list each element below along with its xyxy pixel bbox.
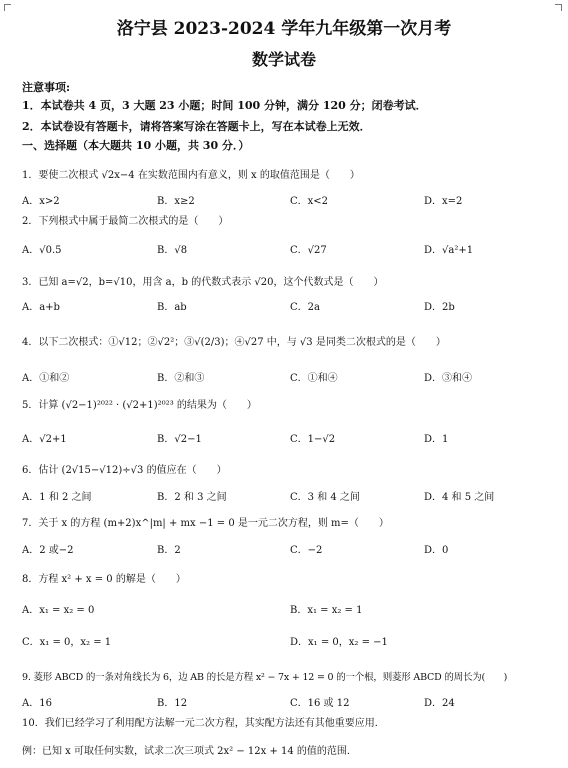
question-1-stem: 1．要使二次根式 √2x−4 在实数范围内有意义，则 x 的取值范围是（ ） [22, 170, 360, 181]
question-8-stem: 8．方程 x² + x = 0 的解是（ ） [22, 574, 186, 585]
note-item-1: 1．本试卷共 4 页，3 大题 23 小题；时间 100 分钟，满分 120 分；闭卷考试． [22, 99, 427, 112]
question-6-option-a: A．1 和 2 之间 [22, 492, 92, 503]
question-7-stem: 7．关于 x 的方程 (m+2)x^|m| + mx −1 = 0 是一元二次方程，则 m=（ ） [22, 518, 389, 529]
question-7-option-b: B．2 [157, 545, 181, 556]
question-5-option-c: C．1−√2 [290, 434, 336, 445]
question-4-option-a: A．①和② [22, 373, 70, 384]
question-10-stem: 10．我们已经学习了利用配方法解一元二次方程，其实配方法还有其他重要应用． [22, 718, 385, 729]
question-1-option-c: C．x<2 [290, 196, 329, 207]
question-4-option-d: D．③和④ [424, 373, 473, 384]
question-2-option-c: C．√27 [290, 245, 327, 256]
question-2-option-b: B．√8 [157, 245, 188, 256]
question-2-option-d: D．√a²+1 [424, 245, 474, 256]
question-1-option-d: D．x=2 [424, 196, 463, 207]
question-6-option-d: D．4 和 5 之间 [424, 492, 495, 503]
question-4-option-b: B．②和③ [157, 373, 205, 384]
exam-subtitle: 数学试卷 [251, 50, 316, 69]
exam-title: 洛宁县 2023-2024 学年九年级第一次月考 [116, 19, 452, 39]
question-6-option-c: C．3 和 4 之间 [290, 492, 360, 503]
question-1-option-a: A．x>2 [22, 196, 60, 207]
question-8-option-a: A．x₁ = x₂ = 0 [22, 605, 95, 616]
section-heading: 一、选择题（本大题共 10 小题，共 30 分．） [22, 139, 250, 152]
question-3-option-d: D．2b [424, 302, 455, 313]
question-2-option-a: A．√0.5 [22, 245, 62, 256]
corner-mark [555, 4, 562, 11]
question-7-option-d: D．0 [424, 545, 449, 556]
question-7-option-a: A．2 或−2 [22, 545, 74, 556]
question-3-option-a: A．a+b [22, 302, 60, 313]
question-1-option-b: B．x≥2 [157, 196, 195, 207]
question-8-option-c: C．x₁ = 0，x₂ = 1 [22, 637, 112, 648]
question-3-stem: 3．已知 a=√2，b=√10，用含 a，b 的代数式表示 √20，这个代数式是（ ） [22, 277, 384, 288]
question-7-option-c: C．−2 [290, 545, 323, 556]
question-4-stem: 4．以下二次根式：①√12；②√2²；③√(2/3)；④√27 中，与 √3 是同类二次根式的是（ ） [22, 337, 446, 348]
question-9-option-d: D．24 [424, 698, 455, 709]
question-8-option-b: B．x₁ = x₂ = 1 [290, 605, 363, 616]
notes-heading: 注意事项: [22, 81, 71, 94]
question-9-stem: 9. 菱形 ABCD 的一条对角线长为 6，边 AB 的长是方程 x² − 7x + 12 = 0 的一个根，则菱形 ABCD 的周长为( ) [22, 672, 508, 683]
question-3-option-c: C．2a [290, 302, 320, 313]
question-5-option-d: D．1 [424, 434, 449, 445]
question-2-stem: 2．下列根式中属于最简二次根式的是（ ） [22, 216, 229, 227]
question-6-option-b: B．2 和 3 之间 [157, 492, 227, 503]
question-3-option-b: B．ab [157, 302, 187, 313]
note-item-2: 2．本试卷设有答题卡，请将答案写涂在答题卡上，写在本试卷上无效． [22, 120, 371, 133]
question-6-stem: 6．估计 (2√15−√12)÷√3 的值应在（ ） [22, 465, 227, 476]
example-text: 例：已知 x 可取任何实数，试求二次三项式 2x² − 12x + 14 的值的范围． [22, 746, 357, 757]
question-4-option-c: C．①和④ [290, 373, 338, 384]
question-9-option-c: C．16 或 12 [290, 698, 350, 709]
corner-mark [4, 4, 11, 11]
question-8-option-d: D．x₁ = 0，x₂ = −1 [290, 637, 388, 648]
question-9-option-b: B．12 [157, 698, 188, 709]
question-5-option-a: A．√2+1 [22, 434, 67, 445]
question-5-option-b: B．√2−1 [157, 434, 202, 445]
question-9-option-a: A．16 [22, 698, 52, 709]
question-5-stem: 5．计算 (√2−1)²⁰²² · (√2+1)²⁰²³ 的结果为（ ） [22, 400, 257, 411]
